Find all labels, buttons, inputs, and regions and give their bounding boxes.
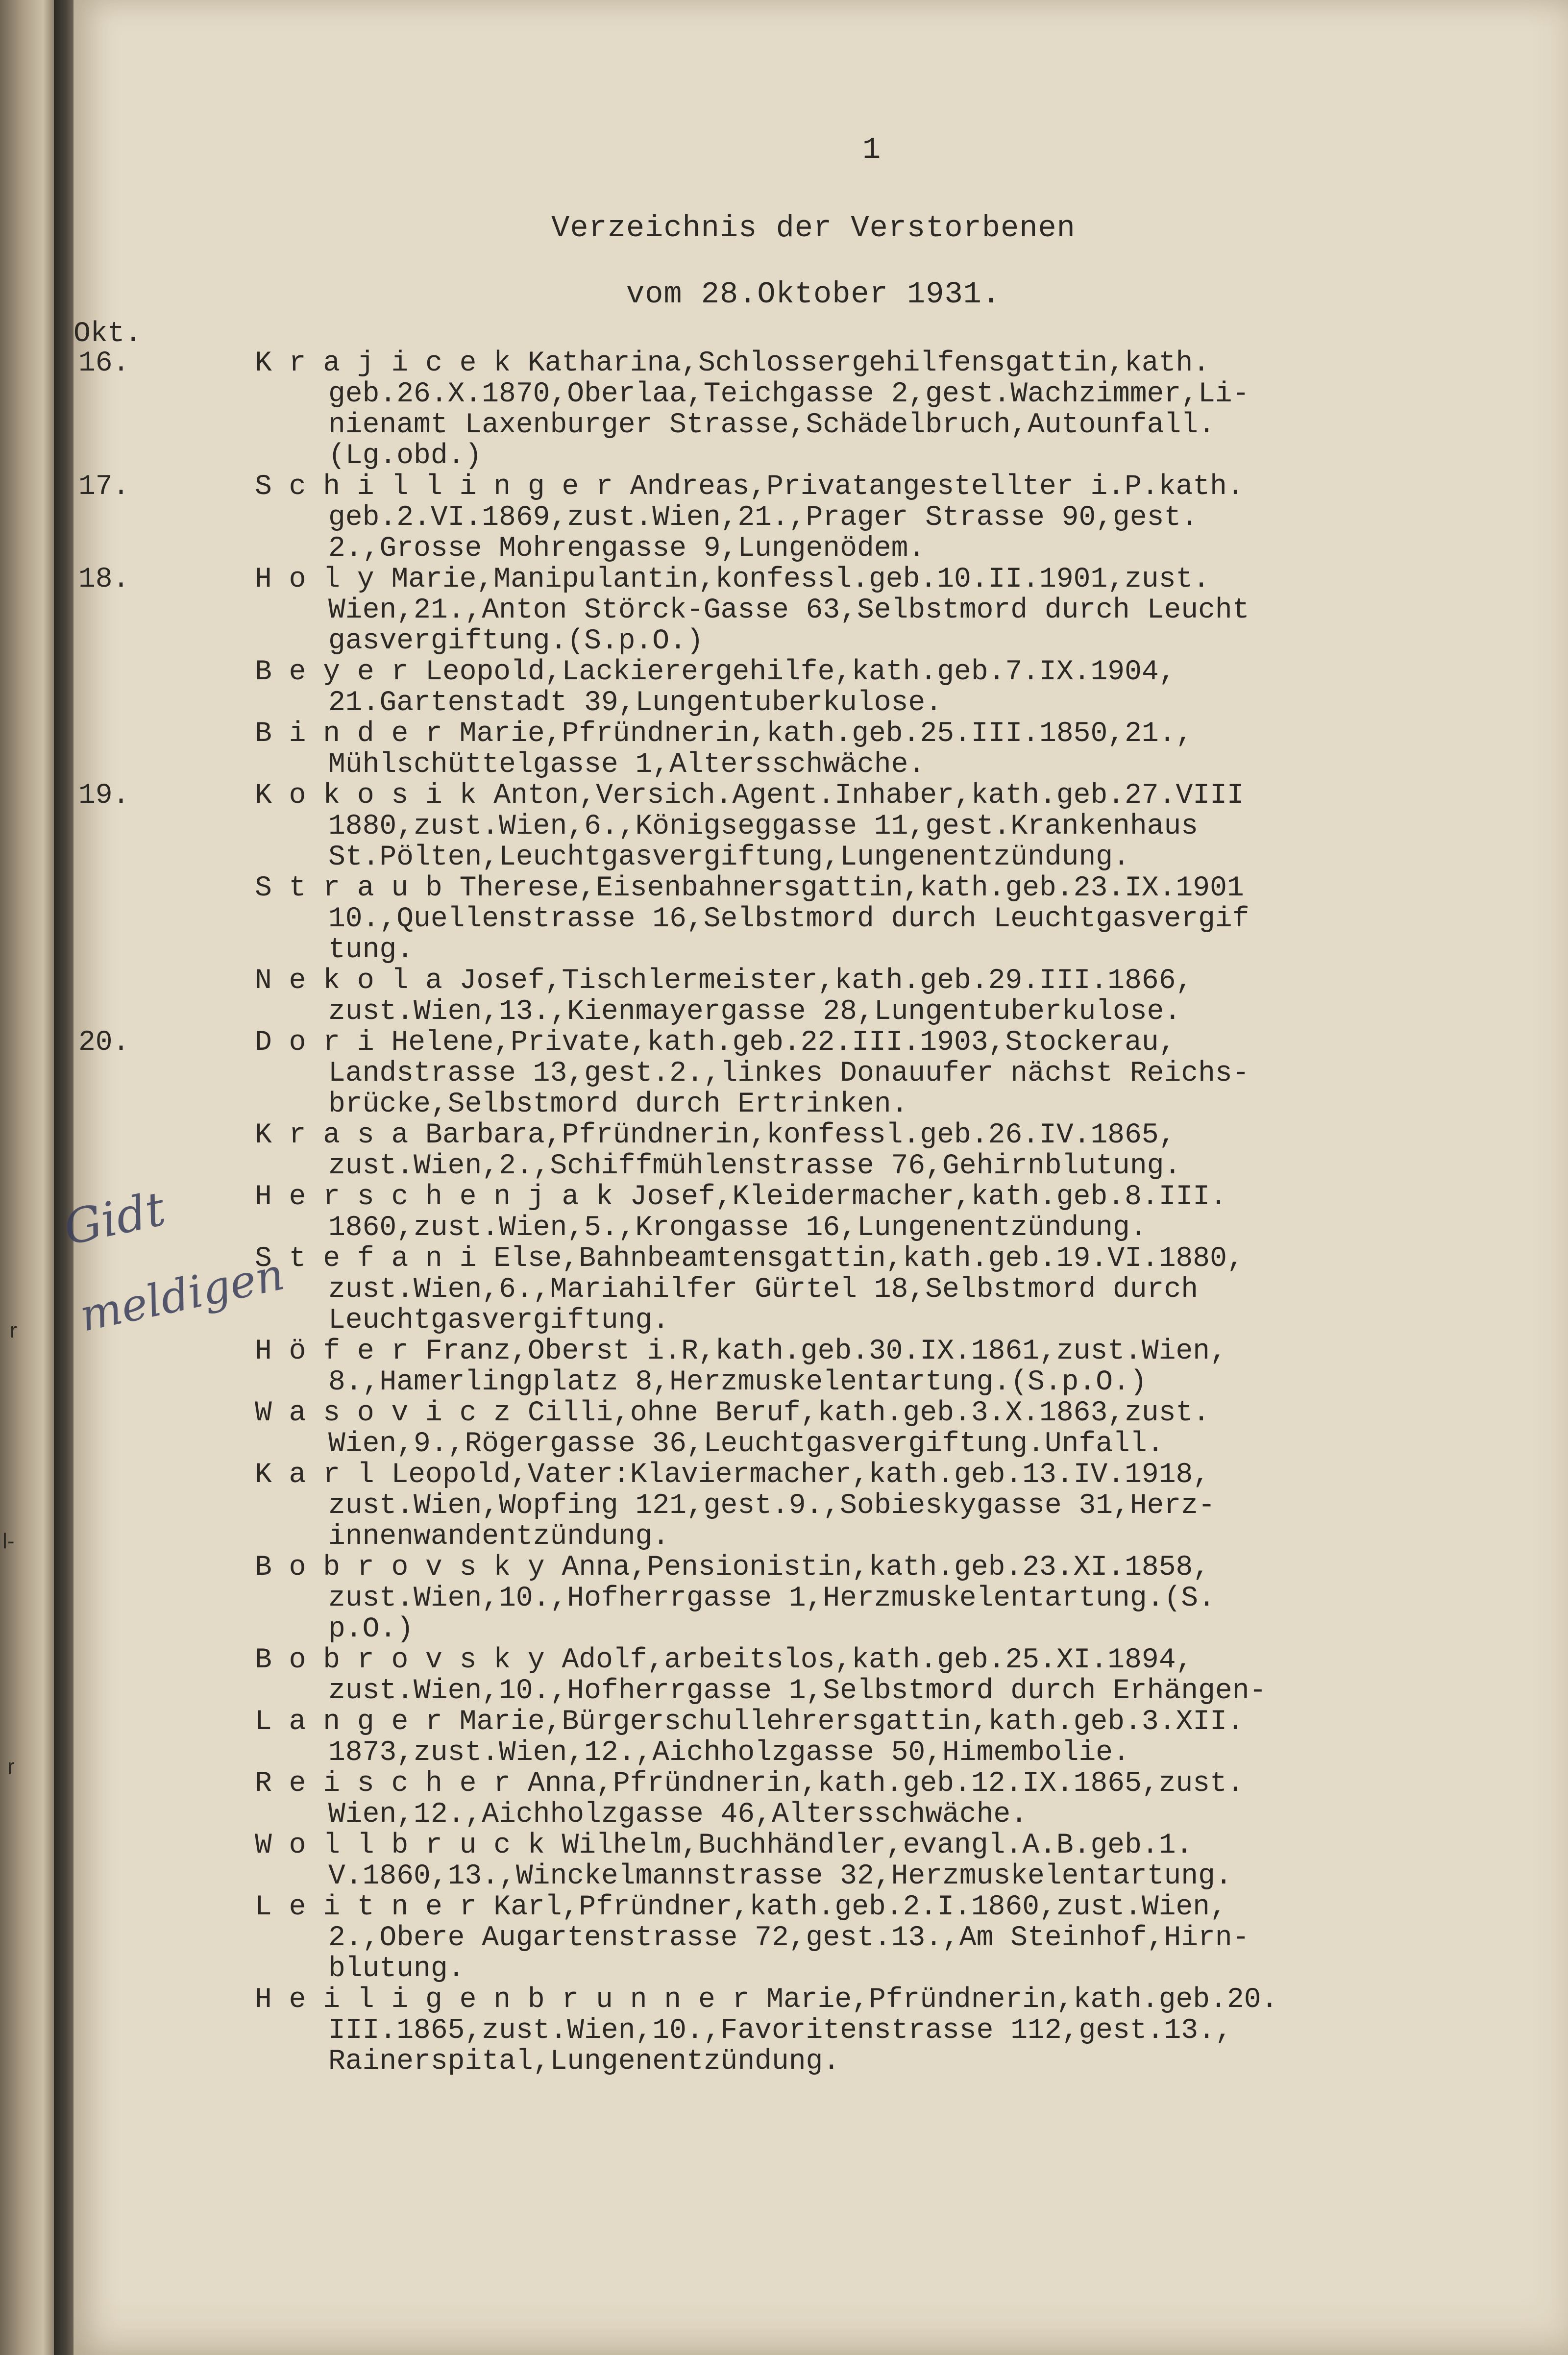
- entry-detail-line: geb.26.X.1870,Oberlaa,Teichgasse 2,gest.Wachzimmer,Li-: [328, 378, 1250, 410]
- entry-detail-line: V.1860,13.,Winckelmannstrasse 32,Herzmuskelentartung.: [328, 1860, 1232, 1892]
- edge-mark: l-: [2, 1529, 15, 1553]
- document-title: Verzeichnis der Verstorbenen: [551, 211, 1076, 246]
- entry-name-line: B o b r o v s k y Anna,Pensionistin,kath.geb.23.XI.1858,: [255, 1552, 1210, 1584]
- entry-name-line: L a n g e r Marie,Bürgerschullehrersgattin,kath.geb.3.XII.: [255, 1706, 1244, 1738]
- entry-detail-line: Wien,21.,Anton Störck-Gasse 63,Selbstmord durch Leucht: [328, 595, 1250, 626]
- entry-name-line: N e k o l a Josef,Tischlermeister,kath.geb.29.III.1866,: [255, 965, 1193, 997]
- entry-name-line: K a r l Leopold,Vater:Klaviermacher,kath.geb.13.IV.1918,: [255, 1459, 1210, 1491]
- register-entry: [255, 1830, 1568, 1892]
- entry-detail-line: Wien,12.,Aichholzgasse 46,Altersschwäche.: [328, 1799, 1028, 1831]
- entry-date: 16.: [78, 347, 130, 379]
- entry-detail-line: zust.Wien,10.,Hofherrgasse 1,Herzmuskelentartung.(S.: [328, 1583, 1215, 1614]
- handwritten-note: Gidt: [59, 1181, 170, 1256]
- entry-date: 20.: [78, 1027, 130, 1059]
- entry-detail-line: zust.Wien,2.,Schiffmühlenstrasse 76,Gehirnblutung.: [328, 1150, 1181, 1182]
- register-entry: [255, 1892, 1568, 1984]
- register-entry: [255, 1707, 1568, 1768]
- entry-name-line: S t e f a n i Else,Bahnbeamtensgattin,kath.geb.19.VI.1880,: [255, 1243, 1244, 1275]
- entry-name-line: L e i t n e r Karl,Pfründner,kath.geb.2.I.1860,zust.Wien,: [255, 1891, 1227, 1923]
- entry-name-line: S c h i l l i n g e r Andreas,Privatangestellter i.P.kath.: [255, 471, 1244, 503]
- entry-date: 17.: [78, 471, 130, 503]
- register-entry: [78, 564, 1568, 657]
- entry-detail-line: 10.,Quellenstrasse 16,Selbstmord durch Leuchtgasvergif: [328, 903, 1250, 935]
- register-entry: [255, 1120, 1568, 1182]
- entry-detail-line: p.O.): [328, 1613, 414, 1645]
- entry-detail-line: 1860,zust.Wien,5.,Krongasse 16,Lungenentzündung.: [328, 1212, 1147, 1244]
- entry-name-line: H e r s c h e n j a k Josef,Kleidermacher,kath.geb.8.III.: [255, 1181, 1227, 1213]
- entry-name-line: H e i l i g e n b r u n n e r Marie,Pfründnerin,kath.geb.20.: [255, 1984, 1278, 2016]
- entry-detail-line: III.1865,zust.Wien,10.,Favoritenstrasse 112,gest.13.,: [328, 2015, 1232, 2047]
- entry-name-line: W a s o v i c z Cilli,ohne Beruf,kath.geb.3.X.1863,zust.: [255, 1397, 1210, 1429]
- entry-detail-line: zust.Wien,10.,Hofherrgasse 1,Selbstmord durch Erhängen-: [328, 1675, 1267, 1707]
- month-label: Okt.: [74, 318, 142, 350]
- entry-detail-line: Leuchtgasvergiftung.: [328, 1305, 670, 1337]
- edge-mark: r: [7, 1755, 15, 1779]
- entry-detail-line: nienamt Laxenburger Strasse,Schädelbruch,Autounfall.: [328, 409, 1215, 441]
- entry-detail-line: Wien,9.,Rögergasse 36,Leuchtgasvergiftung.Unfall.: [328, 1428, 1164, 1460]
- entry-name-line: K r a j i c e k Katharina,Schlossergehilfensgattin,kath.: [255, 347, 1210, 379]
- entry-detail-line: St.Pölten,Leuchtgasvergiftung,Lungenentzündung.: [328, 842, 1130, 873]
- entry-detail-line: zust.Wien,Wopfing 121,gest.9.,Sobieskygasse 31,Herz-: [328, 1490, 1215, 1522]
- entry-detail-line: 8.,Hamerlingplatz 8,Herzmuskelentartung.(S.p.O.): [328, 1366, 1147, 1398]
- entry-name-line: B i n d e r Marie,Pfründnerin,kath.geb.25.III.1850,21.,: [255, 718, 1193, 750]
- register-entry: [255, 1398, 1568, 1460]
- handwritten-note: meldigen: [75, 1248, 289, 1342]
- entry-detail-line: 21.Gartenstadt 39,Lungentuberkulose.: [328, 687, 943, 719]
- register-entry: [255, 1984, 1568, 2077]
- entry-detail-line: Mühlschüttelgasse 1,Altersschwäche.: [328, 749, 926, 781]
- left-page-edge: [0, 0, 54, 2355]
- entry-detail-line: 2.,Grosse Mohrengasse 9,Lungenödem.: [328, 533, 926, 565]
- entry-detail-line: 1880,zust.Wien,6.,Königseggasse 11,gest.Krankenhaus: [328, 811, 1199, 843]
- entry-detail-line: Landstrasse 13,gest.2.,linkes Donauufer nächst Reichs-: [328, 1058, 1250, 1090]
- entry-name-line: H o l y Marie,Manipulantin,konfessl.geb.10.II.1901,zust.: [255, 564, 1210, 595]
- entry-name-line: S t r a u b Therese,Eisenbahnersgattin,kath.geb.23.IX.1901: [255, 872, 1244, 904]
- register-entry: [255, 1552, 1568, 1645]
- entry-name-line: B o b r o v s k y Adolf,arbeitslos,kath.geb.25.XI.1894,: [255, 1644, 1193, 1676]
- entry-name-line: D o r i Helene,Private,kath.geb.22.III.1903,Stockerau,: [255, 1027, 1176, 1059]
- entry-date: 19.: [78, 780, 130, 812]
- register-entry: [255, 1243, 1568, 1336]
- entry-name-line: K r a s a Barbara,Pfründnerin,konfessl.geb.26.IV.1865,: [255, 1119, 1176, 1151]
- edge-mark: r: [10, 1318, 17, 1342]
- document-page: [2, 0, 1568, 2355]
- register-entry: [255, 873, 1568, 966]
- entry-detail-line: tung.: [328, 934, 414, 966]
- entry-detail-line: 2.,Obere Augartenstrasse 72,gest.13.,Am Steinhof,Hirn-: [328, 1922, 1250, 1954]
- register-entry: [255, 1182, 1568, 1243]
- entry-detail-line: gasvergiftung.(S.p.O.): [328, 625, 704, 657]
- register-entry: [255, 1768, 1568, 1830]
- register-entry: [78, 347, 1568, 472]
- entry-detail-line: zust.Wien,6.,Mariahilfer Gürtel 18,Selbstmord durch: [328, 1274, 1199, 1306]
- register-entry: [255, 1645, 1568, 1707]
- entry-detail-line: 1873,zust.Wien,12.,Aichholzgasse 50,Himembolie.: [328, 1737, 1130, 1769]
- register-entry: [255, 1460, 1568, 1552]
- entry-name-line: B e y e r Leopold,Lackierergehilfe,kath.geb.7.IX.1904,: [255, 656, 1176, 688]
- document-subtitle: vom 28.Oktober 1931.: [626, 277, 1001, 312]
- entry-name-line: W o l l b r u c k Wilhelm,Buchhändler,evangl.A.B.geb.1.: [255, 1830, 1193, 1861]
- register-entry: [255, 657, 1568, 719]
- register-entry: [78, 1027, 1568, 1120]
- entry-detail-line: blutung.: [328, 1953, 465, 1985]
- entry-name-line: K o k o s i k Anton,Versich.Agent.Inhaber,kath.geb.27.VIII: [255, 780, 1244, 812]
- entry-detail-line: Rainerspital,Lungenentzündung.: [328, 2046, 840, 2078]
- entry-detail-line: geb.2.VI.1869,zust.Wien,21.,Prager Strasse 90,gest.: [328, 502, 1199, 534]
- entry-detail-line: innenwandentzündung.: [328, 1521, 670, 1553]
- register-entry: [78, 471, 1568, 565]
- entry-name-line: H ö f e r Franz,Oberst i.R,kath.geb.30.IX.1861,zust.Wien,: [255, 1336, 1227, 1367]
- entry-detail-line: brücke,Selbstmord durch Ertrinken.: [328, 1089, 908, 1120]
- register-entry: [255, 1336, 1568, 1398]
- register-entry: [255, 966, 1568, 1027]
- entry-detail-line: (Lg.obd.): [328, 440, 482, 472]
- page-number: 1: [862, 132, 881, 167]
- book-gutter: [54, 0, 74, 2355]
- register-entry: [78, 780, 1568, 873]
- entry-name-line: R e i s c h e r Anna,Pfründnerin,kath.geb.12.IX.1865,zust.: [255, 1768, 1244, 1800]
- entry-date: 18.: [78, 564, 130, 595]
- entry-detail-line: zust.Wien,13.,Kienmayergasse 28,Lungentuberkulose.: [328, 996, 1181, 1028]
- register-entry: [255, 719, 1568, 780]
